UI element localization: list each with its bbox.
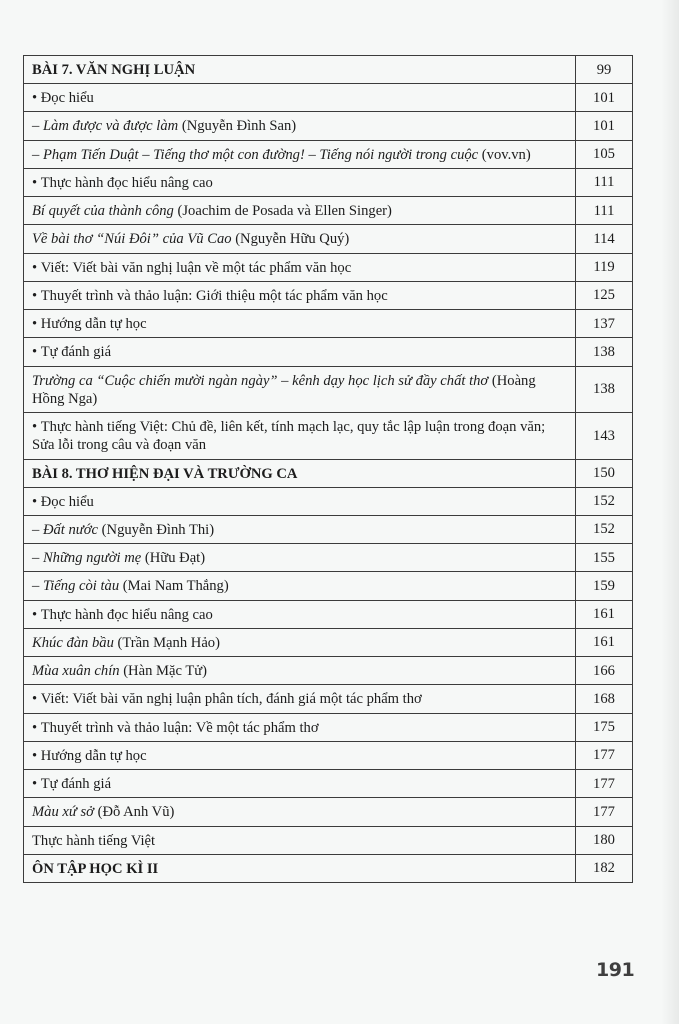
toc-row bbox=[24, 197, 633, 225]
toc-title: • Hướng dẫn tự học bbox=[24, 741, 576, 769]
toc-row bbox=[24, 56, 633, 84]
toc-row bbox=[24, 310, 633, 338]
toc-title: • Tự đánh giá bbox=[24, 338, 576, 366]
toc-page: 101 bbox=[576, 112, 633, 140]
table-of-contents bbox=[23, 55, 633, 883]
work-title: – Làm được và được làm bbox=[32, 118, 179, 135]
toc-page: 182 bbox=[576, 854, 633, 882]
work-title: – Những người mẹ bbox=[32, 550, 142, 567]
toc-title: • Hướng dẫn tự học bbox=[24, 310, 576, 338]
toc-title: BÀI 8. THƠ HIỆN ĐẠI VÀ TRƯỜNG CA bbox=[24, 459, 576, 487]
toc-title bbox=[24, 628, 576, 656]
toc-page: 111 bbox=[576, 168, 633, 196]
toc-row bbox=[24, 168, 633, 196]
toc-title bbox=[24, 572, 576, 600]
toc-page: 150 bbox=[576, 459, 633, 487]
toc-title: • Thực hành đọc hiểu nâng cao bbox=[24, 168, 576, 196]
toc-row bbox=[24, 798, 633, 826]
author: (Hoàng Hồng Nga) bbox=[32, 372, 536, 407]
toc-row bbox=[24, 515, 633, 543]
toc-row bbox=[24, 685, 633, 713]
toc-page: 111 bbox=[576, 197, 633, 225]
author: (Hàn Mặc Tử) bbox=[119, 663, 208, 680]
author: (Joachim de Posada và Ellen Singer) bbox=[173, 203, 392, 220]
toc-title: ÔN TẬP HỌC KÌ II bbox=[24, 854, 576, 882]
toc-page: 168 bbox=[576, 685, 633, 713]
work-title: Bí quyết của thành công bbox=[32, 203, 174, 220]
author: (Nguyễn Đình San) bbox=[178, 118, 297, 135]
toc-page: 161 bbox=[576, 600, 633, 628]
page-edge-shadow bbox=[661, 0, 679, 1024]
toc-page: 152 bbox=[576, 515, 633, 543]
work-title: Trường ca “Cuộc chiến mười ngàn ngày” – kênh dạy học lịch sử đầy chất thơ bbox=[32, 372, 489, 389]
toc-page: 152 bbox=[576, 487, 633, 515]
author: (Hữu Đạt) bbox=[141, 550, 206, 567]
toc-title bbox=[24, 657, 576, 685]
work-title: – Phạm Tiến Duật – Tiếng thơ một con đường! – Tiếng nói người trong cuộc bbox=[32, 146, 479, 163]
toc-page: 155 bbox=[576, 544, 633, 572]
toc-body bbox=[24, 56, 633, 883]
toc-title: • Viết: Viết bài văn nghị luận về một tác phẩm văn học bbox=[24, 253, 576, 281]
toc-page: 180 bbox=[576, 826, 633, 854]
toc-title bbox=[24, 515, 576, 543]
toc-title: • Viết: Viết bài văn nghị luận phân tích, đánh giá một tác phẩm thơ bbox=[24, 685, 576, 713]
toc-row bbox=[24, 770, 633, 798]
toc-page: 143 bbox=[576, 413, 633, 459]
work-title: – Đất nước bbox=[32, 521, 99, 538]
toc-row bbox=[24, 628, 633, 656]
toc-title bbox=[24, 140, 576, 168]
toc-row bbox=[24, 253, 633, 281]
toc-row bbox=[24, 225, 633, 253]
toc-row bbox=[24, 487, 633, 515]
toc-page: 101 bbox=[576, 84, 633, 112]
toc-page: 177 bbox=[576, 798, 633, 826]
toc-page: 161 bbox=[576, 628, 633, 656]
toc-page: 125 bbox=[576, 281, 633, 309]
toc-page: 137 bbox=[576, 310, 633, 338]
toc-row bbox=[24, 459, 633, 487]
toc-page: 119 bbox=[576, 253, 633, 281]
toc-row bbox=[24, 572, 633, 600]
toc-title bbox=[24, 366, 576, 412]
toc-page: 177 bbox=[576, 770, 633, 798]
toc-page: 138 bbox=[576, 366, 633, 412]
toc-title: • Tự đánh giá bbox=[24, 770, 576, 798]
toc-page: 114 bbox=[576, 225, 633, 253]
toc-page: 177 bbox=[576, 741, 633, 769]
toc-row bbox=[24, 854, 633, 882]
toc-title: • Đọc hiểu bbox=[24, 487, 576, 515]
author: (vov.vn) bbox=[478, 146, 531, 163]
work-title: Khúc đàn bầu bbox=[32, 634, 114, 651]
toc-row bbox=[24, 338, 633, 366]
work-title: Về bài thơ “Núi Đôi” của Vũ Cao bbox=[32, 231, 232, 248]
toc-title bbox=[24, 112, 576, 140]
toc-title: • Thuyết trình và thảo luận: Giới thiệu một tác phẩm văn học bbox=[24, 281, 576, 309]
author: (Nguyễn Đình Thi) bbox=[98, 521, 215, 538]
toc-title bbox=[24, 798, 576, 826]
toc-row bbox=[24, 413, 633, 459]
toc-title: • Thuyết trình và thảo luận: Về một tác phẩm thơ bbox=[24, 713, 576, 741]
toc-page: 166 bbox=[576, 657, 633, 685]
page-number: 191 bbox=[596, 959, 635, 981]
work-title: – Tiếng còi tàu bbox=[32, 578, 120, 595]
toc-page: 105 bbox=[576, 140, 633, 168]
toc-row bbox=[24, 366, 633, 412]
toc-page: 159 bbox=[576, 572, 633, 600]
toc-row bbox=[24, 826, 633, 854]
toc-row bbox=[24, 281, 633, 309]
toc-page: 138 bbox=[576, 338, 633, 366]
toc-row bbox=[24, 140, 633, 168]
toc-row bbox=[24, 657, 633, 685]
toc-row bbox=[24, 713, 633, 741]
toc-row bbox=[24, 741, 633, 769]
toc-title bbox=[24, 225, 576, 253]
toc-row bbox=[24, 84, 633, 112]
author: (Đỗ Anh Vũ) bbox=[93, 804, 175, 821]
toc-row bbox=[24, 112, 633, 140]
author: (Mai Nam Thắng) bbox=[119, 578, 229, 595]
toc-title: • Đọc hiểu bbox=[24, 84, 576, 112]
toc-page: 99 bbox=[576, 56, 633, 84]
toc-title: • Thực hành đọc hiểu nâng cao bbox=[24, 600, 576, 628]
toc-row bbox=[24, 600, 633, 628]
toc-title bbox=[24, 544, 576, 572]
toc-title: • Thực hành tiếng Việt: Chủ đề, liên kết, tính mạch lạc, quy tắc lập luận trong đoạn văn; Sửa lỗi trong câu và đoạn văn bbox=[24, 413, 576, 459]
toc-title bbox=[24, 197, 576, 225]
work-title: Màu xứ sở bbox=[32, 804, 94, 821]
toc-page: 175 bbox=[576, 713, 633, 741]
toc-title: Thực hành tiếng Việt bbox=[24, 826, 576, 854]
author: (Trần Mạnh Hảo) bbox=[113, 634, 220, 651]
toc-title: BÀI 7. VĂN NGHỊ LUẬN bbox=[24, 56, 576, 84]
author: (Nguyễn Hữu Quý) bbox=[231, 231, 350, 248]
work-title: Mùa xuân chín bbox=[32, 663, 120, 680]
toc-row bbox=[24, 544, 633, 572]
